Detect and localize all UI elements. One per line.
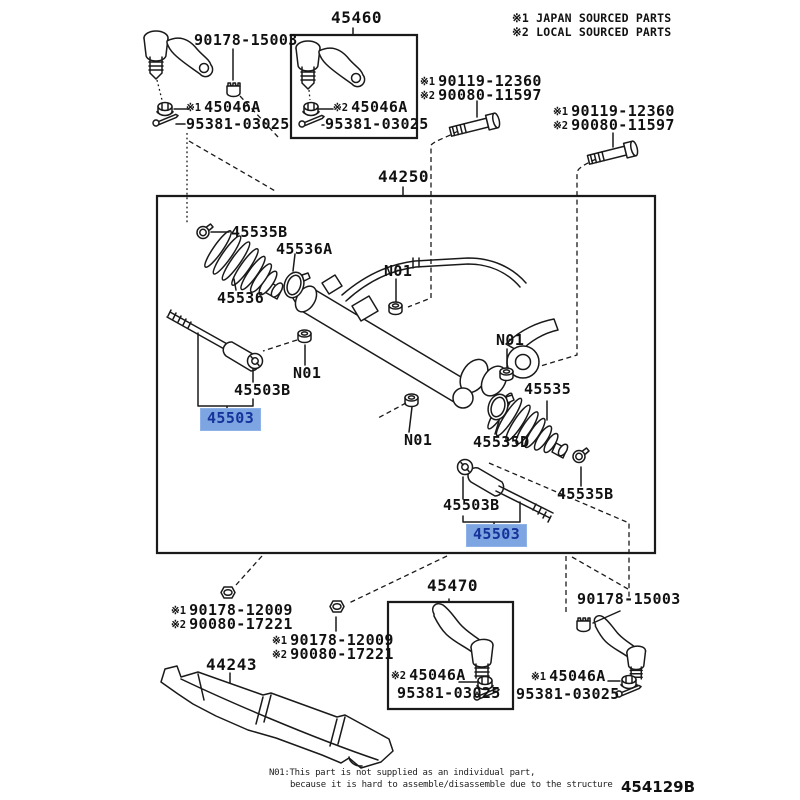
part-label-bolt-lower-1: ※1 90119-12360 xyxy=(553,102,675,120)
part-label-lock-washer-b1: ※1 90178-12009 xyxy=(272,631,394,649)
part-label-44243: 44243 xyxy=(206,655,258,674)
source-mark: ※2 xyxy=(553,119,569,132)
bolt-upper-dashed-leader xyxy=(408,131,458,307)
part-label-nut-top-left: ※1 45046A xyxy=(186,98,261,116)
part-label-pin-top-left: 95381-03025 xyxy=(186,115,290,133)
part-label-locknut-left: 45503B xyxy=(234,381,291,399)
n01-label-left: N01 xyxy=(293,364,322,382)
footer-note-line1: N01:This part is not supplied as an individual part, xyxy=(269,768,536,778)
locknut-left-a-icon xyxy=(221,587,235,598)
diagram-code: 454129B xyxy=(621,778,696,796)
part-label-boot-left: 45536 xyxy=(217,289,265,307)
part-label-45460: 45460 xyxy=(331,8,383,27)
clamp-small-left-icon xyxy=(197,224,213,239)
grommet-n01-bottom-icon xyxy=(405,394,418,407)
part-label-nut-45470: ※2 45046A xyxy=(391,666,466,684)
top-left-dotted-leaders xyxy=(157,80,187,223)
cotter-pin-45460-icon xyxy=(298,115,325,127)
part-label-lock-washer-b2: ※2 90080-17221 xyxy=(272,645,394,663)
source-mark: ※1 xyxy=(531,670,547,683)
source-mark: ※2 xyxy=(272,648,288,661)
part-label-bolt-lower-2: ※2 90080-11597 xyxy=(553,116,675,134)
part-label-clamp-small-right: 45535B xyxy=(557,485,614,503)
source-mark: ※2 xyxy=(420,89,436,102)
part-label-bolt-upper-1: ※1 90119-12360 xyxy=(420,72,542,90)
nut-45046a-top-left-icon xyxy=(157,103,173,116)
part-label-lock-washer-a1: ※1 90178-12009 xyxy=(171,601,293,619)
part-label-castle-nut-top-left: 90178-15003 xyxy=(194,31,298,49)
washer-right-icon xyxy=(458,460,473,475)
clamp-small-right-icon xyxy=(573,448,589,463)
part-label-pin-45460: 95381-03025 xyxy=(325,115,429,133)
part-label-boot-right: 45535 xyxy=(524,380,572,398)
source-mark: ※1 xyxy=(186,101,202,114)
box-45460-dotted xyxy=(309,90,310,100)
part-label-clamp-small-left: 45535B xyxy=(231,223,288,241)
part-label-44250: 44250 xyxy=(378,167,430,186)
dust-shield-drawing xyxy=(161,666,393,768)
part-label-nut-45460: ※2 45046A xyxy=(333,98,408,116)
source-mark: ※2 xyxy=(333,101,349,114)
grommet-n01-left-icon xyxy=(298,330,311,343)
bolt-upper-drawing xyxy=(449,112,501,139)
part-label-bolt-upper-2: ※2 90080-11597 xyxy=(420,86,542,104)
n01-label-bottom: N01 xyxy=(404,431,433,449)
tie-rod-end-45460-drawing xyxy=(296,41,365,89)
source-mark: ※1 xyxy=(171,604,187,617)
castle-nut-bottom-right-icon xyxy=(577,618,590,632)
part-label-clamp-band-right: 45535D xyxy=(473,433,530,451)
n01-label-right: N01 xyxy=(496,331,525,349)
grommet-n01-right-icon xyxy=(500,368,513,381)
part-label-45470: 45470 xyxy=(427,576,479,595)
inner-tie-rod-left-drawing xyxy=(167,310,260,371)
source-mark: ※1 xyxy=(272,634,288,647)
part-label-lock-washer-a2: ※2 90080-17221 xyxy=(171,615,293,633)
source-mark: ※2 xyxy=(391,669,407,682)
legend-local-sourced: ※2 LOCAL SOURCED PARTS xyxy=(512,25,672,39)
nut-45046a-45460-icon xyxy=(303,103,319,116)
part-label-pin-bottom-right: 95381-03025 xyxy=(516,685,620,703)
part-label-rack-end-left-highlighted[interactable]: 45503 xyxy=(200,408,261,431)
source-mark: ※1 xyxy=(420,75,436,88)
locknut-left-b-icon xyxy=(330,601,344,612)
part-label-locknut-right: 45503B xyxy=(443,496,500,514)
source-mark: ※2 xyxy=(171,618,187,631)
part-label-clamp-band-left: 45536A xyxy=(276,240,333,258)
footer-note-line2: because it is hard to assemble/disassemble due to the structure xyxy=(290,780,613,790)
n01-label-top: N01 xyxy=(384,262,413,280)
castle-nut-top-left-icon xyxy=(227,83,240,97)
part-label-pin-45470: 95381-03025 xyxy=(397,684,501,702)
part-label-nut-bottom-right: ※1 45046A xyxy=(531,667,606,685)
source-mark: ※1 xyxy=(553,105,569,118)
washer-left-icon xyxy=(248,354,263,369)
grommet-n01-top-icon xyxy=(389,302,402,315)
legend-japan-sourced: ※1 JAPAN SOURCED PARTS xyxy=(512,11,672,25)
part-label-rack-end-right-highlighted[interactable]: 45503 xyxy=(466,524,527,547)
part-label-castle-nut-bottom-right: 90178-15003 xyxy=(577,590,681,608)
